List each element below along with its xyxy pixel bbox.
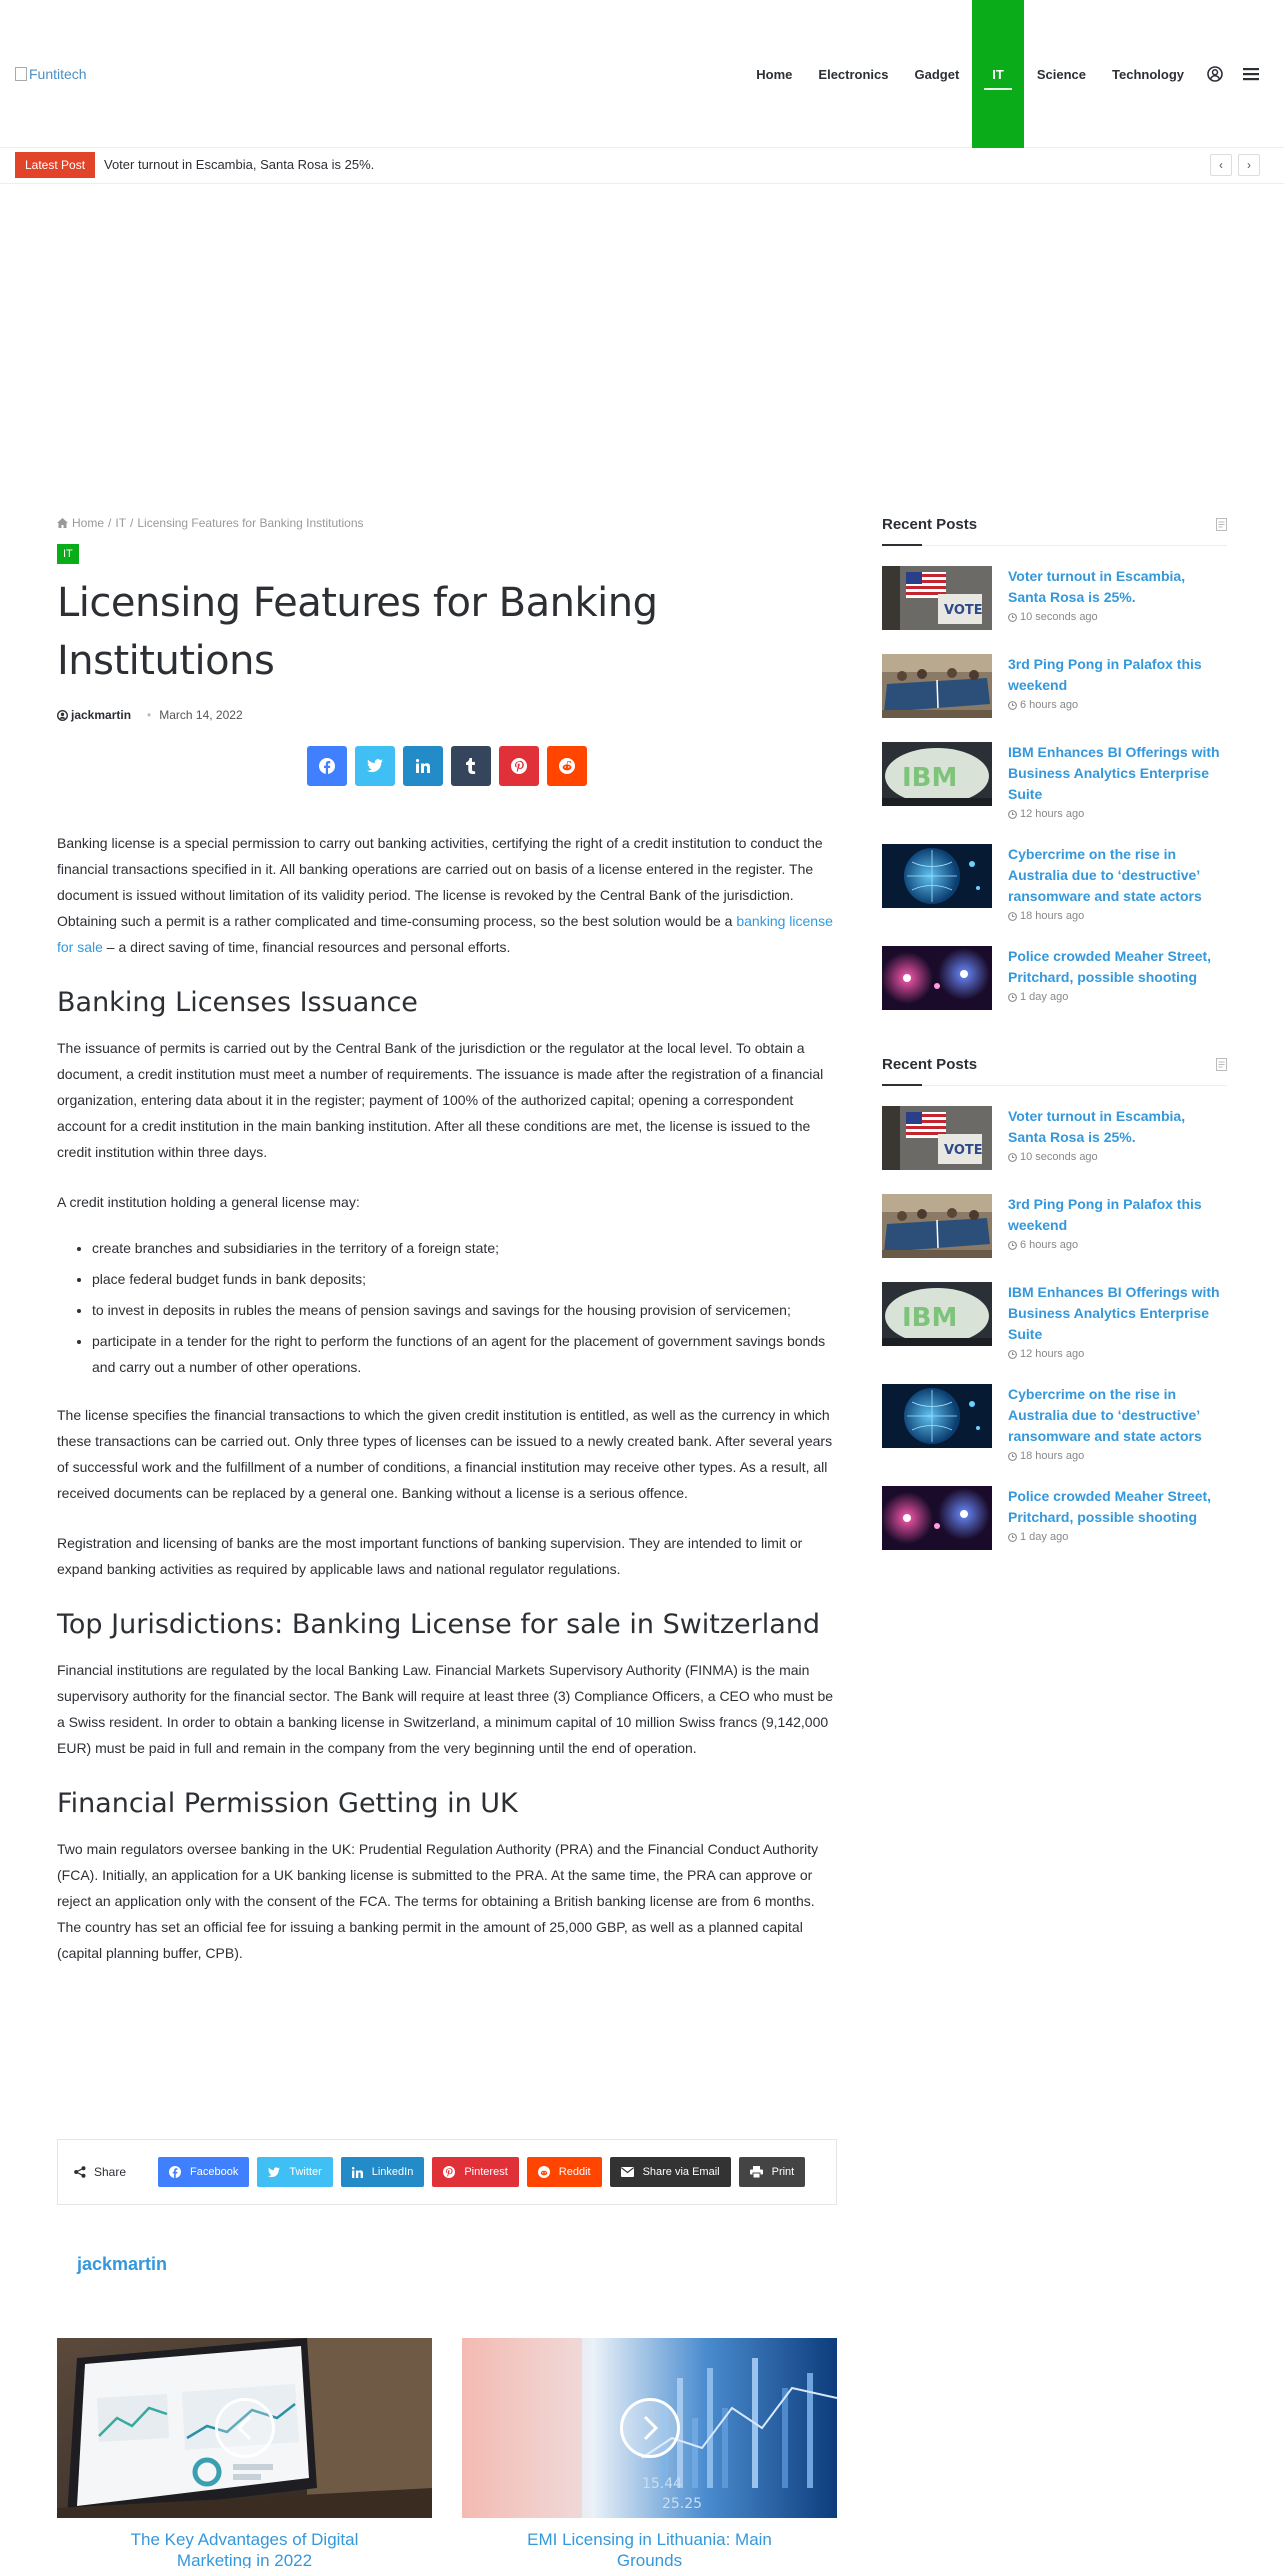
sidebar <box>882 516 1227 1596</box>
nav-item-gadget[interactable]: Gadget <box>914 66 960 82</box>
reddit-share-button[interactable] <box>527 2157 602 2187</box>
nav-item-technology[interactable]: Technology <box>1112 66 1184 82</box>
list-item: • create branches and subsidiaries in the territory of a foreign state; <box>92 1235 837 1261</box>
recent-posts-widget <box>882 516 1227 1010</box>
nav-item-it[interactable]: IT <box>972 0 1024 148</box>
article-paragraph <box>57 830 837 960</box>
recent-post-item[interactable] <box>882 1282 1227 1360</box>
site-logo-alt: Funtitech <box>29 66 87 82</box>
widget-title-text: Recent Posts <box>882 516 978 533</box>
recent-post-time-text: 12 hours ago <box>1020 1348 1085 1360</box>
post-author-name: jackmartin <box>71 708 132 722</box>
twitter-share-icon[interactable] <box>355 746 395 786</box>
facebook-share-icon[interactable] <box>307 746 347 786</box>
recent-post-item[interactable] <box>882 1486 1227 1550</box>
article-paragraph: Registration and licensing of banks are the most important functions of banking supervision. They are intended to limit or expand banking activities as required by applicable laws and national regulator regulations. <box>57 1535 803 1577</box>
meta-separator: • <box>147 708 152 722</box>
post-thumbnail-ibm <box>882 742 992 806</box>
post-thumbnail-pingpong <box>882 654 992 718</box>
recent-post-time-text: 18 hours ago <box>1020 910 1085 922</box>
page-title: Licensing Features for Banking Institutions <box>57 580 658 684</box>
article-body <box>57 830 837 1966</box>
recent-post-title: Cybercrime on the rise in Australia due to ‘destructive’ ransomware and state actors <box>1008 846 1202 904</box>
article-paragraph: A credit institution holding a general license may: <box>57 1194 360 1210</box>
recent-post-time-text: 10 seconds ago <box>1020 1151 1098 1163</box>
svg-text:IBM: IBM <box>902 763 958 793</box>
recent-post-time-text: 10 seconds ago <box>1020 611 1098 623</box>
post-meta <box>57 708 837 722</box>
chevron-left-icon <box>215 2398 275 2458</box>
ticker-headline[interactable]: Voter turnout in Escambia, Santa Rosa is 25%. <box>104 157 375 172</box>
post-thumbnail-ibm <box>882 1282 992 1346</box>
envelope-icon <box>621 2167 634 2177</box>
list-item: • participate in a tender for the right to perform the functions of an agent for the placement of government savings bonds and carry out a number of other operations. <box>92 1328 837 1380</box>
facebook-share-button[interactable] <box>158 2157 249 2187</box>
pinterest-share-icon[interactable] <box>499 746 539 786</box>
document-icon <box>1216 518 1227 531</box>
recent-post-time-text: 1 day ago <box>1020 1531 1069 1543</box>
post-thumbnail-police <box>882 946 992 1010</box>
chevron-left-icon[interactable]: ‹ <box>1210 154 1232 176</box>
recent-post-time-text: 6 hours ago <box>1020 699 1079 711</box>
share-icons-top <box>57 746 837 786</box>
paragraph-text: Banking license is a special permission to carry out banking activities, certifying the right of a credit institution to conduct the financial transactions specified in it. All banking operations are carried out on basis of a license entered in the register. The document is issued without limitation of its validity period. The license is revoked by the Central Bank of the jurisdiction. Obtaining such a permit is a rather complicated and time-consuming process, so the best solution would be a <box>57 835 823 929</box>
clock-icon <box>1008 613 1017 622</box>
previous-post-card[interactable] <box>57 2338 432 2568</box>
article-paragraph: Financial institutions are regulated by the local Banking Law. Financial Markets Supervisory Authority (FINMA) is the main supervisory authority for the financial sector. The Bank will require at least three (3) Compliance Officers, a CEO who must be a Swiss resident. In order to obtain a banking license in Switzerland, a minimum capital of 10 million Swiss francs (9,142,000 EUR) must be paid in full and remain in the company from the very beginning until the end of operation. <box>57 1662 834 1756</box>
svg-text:IBM: IBM <box>902 1303 958 1333</box>
nav-item-electronics[interactable]: Electronics <box>818 66 889 82</box>
article-paragraph: Two main regulators oversee banking in the UK: Prudential Regulation Authority (PRA) and the Financial Conduct Authority (FCA). Initially, an application for a UK banking license is submitted to the PRA. At the same time, the PRA can approve or reject an application only with the consent of the FCA. The terms for obtaining a British banking license are from 6 months. The country has set an official fee for issuing a banking permit in the amount of 25,000 GBP, as well as a planned capital (capital planning buffer, CPB). <box>57 1841 819 1961</box>
previous-post-title: The Key Advantages of Digital Marketing in 2022 <box>130 2530 359 2568</box>
previous-post-image <box>57 2338 432 2518</box>
breadcrumb-current: Licensing Features for Banking Institutions <box>137 516 364 530</box>
clock-icon <box>1008 993 1017 1002</box>
post-author[interactable] <box>57 708 131 722</box>
recent-post-item[interactable] <box>882 742 1227 820</box>
recent-post-time <box>1008 1450 1227 1462</box>
list-item: • to invest in deposits in rubles the means of pension savings and savings for the housing provision of servicemen; <box>92 1297 837 1323</box>
recent-post-title: Police crowded Meaher Street, Pritchard, possible shooting <box>1008 1488 1212 1525</box>
broken-image-icon <box>15 67 27 81</box>
license-permissions-list <box>92 1235 837 1380</box>
clock-icon <box>1008 701 1017 710</box>
next-post-title: EMI Licensing in Lithuania: Main Grounds <box>527 2530 772 2568</box>
recent-post-time-text: 6 hours ago <box>1020 1239 1079 1251</box>
recent-post-item[interactable] <box>882 1384 1227 1462</box>
paragraph-text: – a direct saving of time, financial resources and personal efforts. <box>102 939 511 955</box>
share-label-text: Share <box>94 2165 127 2179</box>
nav-item-home[interactable]: Home <box>756 66 793 82</box>
recent-post-title: 3rd Ping Pong in Palafox this weekend <box>1008 1196 1202 1233</box>
recent-post-title: IBM Enhances BI Offerings with Business Analytics Enterprise Suite <box>1008 1284 1220 1342</box>
recent-post-time <box>1008 1531 1227 1543</box>
recent-post-title: Voter turnout in Escambia, Santa Rosa is 25%. <box>1008 568 1186 605</box>
breadcrumb-separator: / <box>130 516 134 530</box>
recent-post-time <box>1008 808 1227 820</box>
recent-posts-widget <box>882 1056 1227 1550</box>
author-box-name[interactable]: jackmartin <box>77 2254 168 2274</box>
recent-post-item[interactable] <box>882 946 1227 1010</box>
breadcrumb-home[interactable]: Home <box>72 516 105 530</box>
clock-icon <box>1008 1350 1017 1359</box>
post-thumbnail-police <box>882 1486 992 1550</box>
clock-icon <box>1008 810 1017 819</box>
email-share-button[interactable] <box>610 2157 731 2187</box>
pinterest-icon <box>443 2166 455 2178</box>
article-paragraph: The license specifies the financial transactions to which the given credit institution is entitled, as well as the currency in which these transactions can be carried out. Only three types of licenses can be issued to a newly created bank. After several years of successful work and the fulfillment of a number of conditions, a financial institution may receive other types. As a result, all received documents can be replaced by a general one. Banking without a license is a serious offence. <box>57 1407 833 1501</box>
clock-icon <box>1008 1153 1017 1162</box>
widget-title <box>882 516 1227 546</box>
ticker-label: Latest Post <box>15 152 95 178</box>
recent-post-time <box>1008 991 1227 1003</box>
svg-text:15.44: 15.44 <box>642 2476 683 2492</box>
share-bar-bottom <box>57 2139 837 2205</box>
nav-item-science[interactable]: Science <box>1036 66 1087 82</box>
recent-post-time <box>1008 1151 1227 1163</box>
button-label: Facebook <box>190 2166 239 2178</box>
recent-post-time <box>1008 699 1227 711</box>
article-paragraph: The issuance of permits is carried out by the Central Bank of the jurisdiction or the regulator at the local level. To obtain a document, a credit institution must meet a number of requirements. The issuance is made after the registration of a financial organization, entering data about it in the register; payment of 100% of the authorized capital; opening a correspondent account for a credit institution in the main banking institution. After all these conditions are met, the license is issued to the credit institution within three days. <box>57 1040 824 1160</box>
reddit-share-icon[interactable] <box>547 746 587 786</box>
banking-license-link[interactable]: banking license for sale <box>57 913 833 955</box>
breadcrumb-separator: / <box>108 516 112 530</box>
category-badge[interactable]: IT <box>57 544 79 564</box>
clock-icon <box>1008 1241 1017 1250</box>
recent-post-item[interactable] <box>882 654 1227 718</box>
recent-post-time <box>1008 910 1227 922</box>
button-label: Reddit <box>558 2166 591 2178</box>
list-item: • place federal budget funds in bank deposits; <box>92 1266 837 1292</box>
chevron-right-icon <box>620 2398 680 2458</box>
linkedin-icon <box>352 2167 363 2178</box>
tumblr-share-icon[interactable] <box>451 746 491 786</box>
document-icon <box>1216 1058 1227 1071</box>
post-thumbnail-pingpong <box>882 1194 992 1258</box>
breaking-news-ticker <box>0 148 1284 184</box>
site-header <box>0 0 1284 148</box>
recent-post-time-text: 12 hours ago <box>1020 808 1085 820</box>
twitter-share-button[interactable] <box>257 2157 332 2187</box>
pinterest-share-button[interactable] <box>432 2157 518 2187</box>
button-label: Share via Email <box>642 2166 720 2178</box>
recent-post-time-text: 18 hours ago <box>1020 1450 1085 1462</box>
post-date: March 14, 2022 <box>159 708 243 722</box>
recent-post-title: IBM Enhances BI Offerings with Business Analytics Enterprise Suite <box>1008 744 1220 802</box>
recent-post-title: 3rd Ping Pong in Palafox this weekend <box>1008 656 1202 693</box>
recent-post-time <box>1008 611 1227 623</box>
facebook-icon <box>169 2166 181 2178</box>
post-thumbnail-vote <box>882 566 992 630</box>
printer-icon <box>750 2166 763 2178</box>
article-content <box>57 516 837 2568</box>
breadcrumb <box>57 516 837 530</box>
share-label <box>74 2165 126 2179</box>
section-heading: Top Jurisdictions: Banking License for sale in Switzerland <box>57 1609 821 1640</box>
print-button[interactable] <box>739 2157 806 2187</box>
breadcrumb-category[interactable]: IT <box>115 516 127 530</box>
svg-text:25.25: 25.25 <box>662 2496 703 2512</box>
post-thumbnail-cyber <box>882 844 992 908</box>
clock-icon <box>1008 1533 1017 1542</box>
chevron-right-icon[interactable]: › <box>1238 154 1260 176</box>
recent-post-time-text: 1 day ago <box>1020 991 1069 1003</box>
share-icon <box>74 2166 86 2178</box>
home-icon <box>57 518 68 528</box>
linkedin-share-button[interactable] <box>341 2157 425 2187</box>
recent-post-time <box>1008 1239 1227 1251</box>
user-icon <box>57 710 68 721</box>
recent-post-title: Voter turnout in Escambia, Santa Rosa is 25%. <box>1008 1108 1186 1145</box>
reddit-icon <box>538 2166 550 2178</box>
menu-icon[interactable] <box>1233 0 1284 148</box>
recent-post-title: Cybercrime on the rise in Australia due to ‘destructive’ ransomware and state actors <box>1008 1386 1202 1444</box>
clock-icon <box>1008 912 1017 921</box>
post-thumbnail-vote <box>882 1106 992 1170</box>
section-heading: Banking Licenses Issuance <box>57 987 418 1018</box>
button-label: Pinterest <box>464 2166 508 2178</box>
svg-text:VOTE: VOTE <box>944 603 983 618</box>
ticker-controls <box>1210 154 1260 176</box>
widget-title-text: Recent Posts <box>882 1056 978 1073</box>
recent-post-item[interactable] <box>882 566 1227 630</box>
recent-post-time <box>1008 1348 1227 1360</box>
post-thumbnail-cyber <box>882 1384 992 1448</box>
button-label: Print <box>771 2166 795 2178</box>
user-icon[interactable] <box>1197 0 1233 148</box>
svg-text:VOTE: VOTE <box>944 1143 983 1158</box>
section-heading: Financial Permission Getting in UK <box>57 1788 518 1819</box>
button-label: LinkedIn <box>371 2166 414 2178</box>
button-label: Twitter <box>289 2166 322 2178</box>
twitter-icon <box>268 2167 280 2178</box>
widget-title <box>882 1056 1227 1086</box>
site-logo[interactable] <box>15 66 87 82</box>
main-nav <box>743 0 1284 148</box>
next-post-card[interactable] <box>462 2338 837 2568</box>
recent-post-item[interactable] <box>882 1194 1227 1258</box>
recent-post-title: Police crowded Meaher Street, Pritchard, possible shooting <box>1008 948 1212 985</box>
recent-post-item[interactable] <box>882 1106 1227 1170</box>
recent-post-item[interactable] <box>882 844 1227 922</box>
clock-icon <box>1008 1452 1017 1461</box>
linkedin-share-icon[interactable] <box>403 746 443 786</box>
related-posts-nav <box>57 2338 837 2568</box>
next-post-image <box>462 2338 837 2518</box>
